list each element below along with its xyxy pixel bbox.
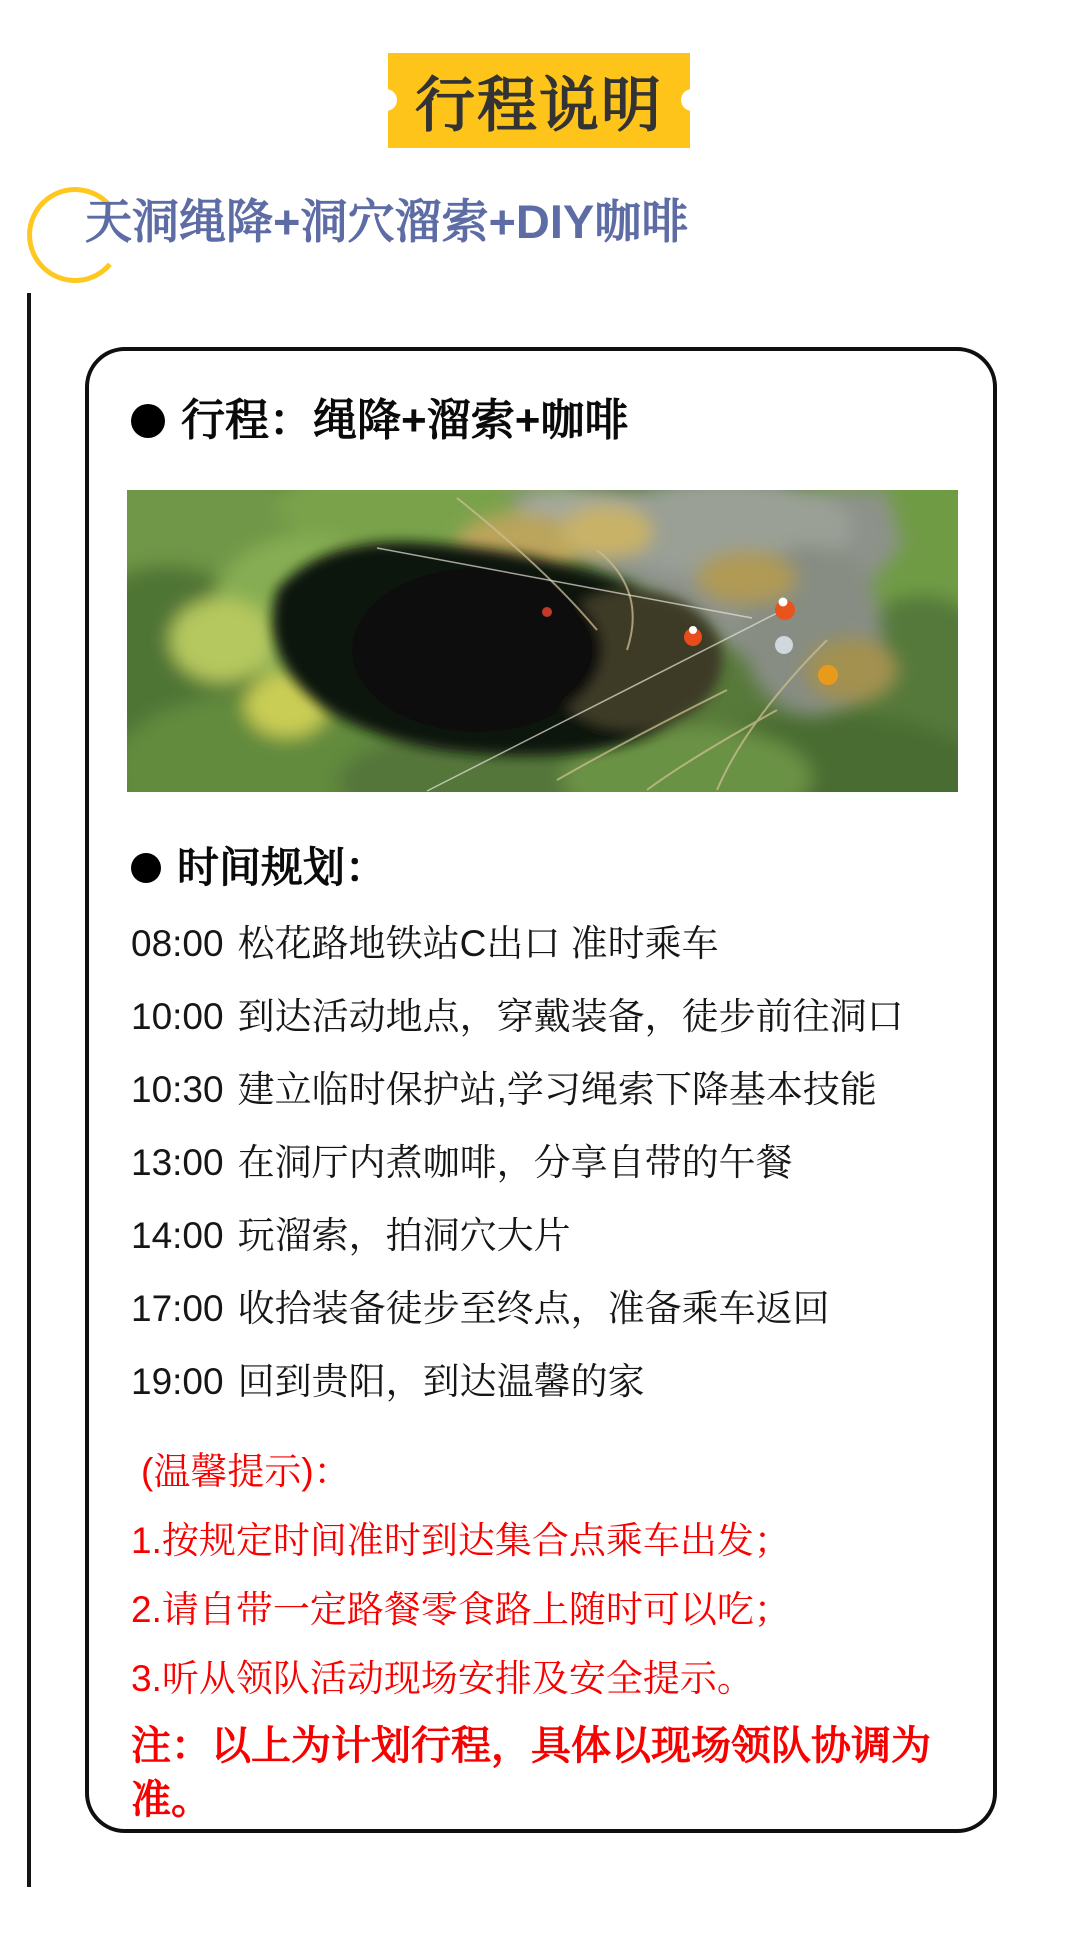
page-title: 行程说明 (415, 71, 663, 139)
tip-item: 1.按规定时间准时到达集合点乘车出发； (131, 1520, 791, 1561)
schedule-item (131, 1272, 951, 1345)
bullet-icon (131, 853, 161, 883)
schedule-text: 玩溜索，拍洞穴大片 (237, 1215, 571, 1256)
schedule-time: 13:00 (131, 1142, 224, 1183)
schedule-text: 回到贵阳，到达温馨的家 (237, 1361, 645, 1402)
tip-item: 3.听从领队活动现场安排及安全提示。 (131, 1658, 754, 1699)
schedule-item (131, 1199, 951, 1272)
itinerary-card (85, 347, 997, 1833)
schedule-text: 松花路地铁站C出口 准时乘车 (237, 923, 719, 964)
badge-notch-right-icon (681, 89, 703, 111)
tip-item: 2.请自带一定路餐零食路上随时可以吃； (131, 1589, 791, 1630)
schedule-time: 14:00 (131, 1215, 224, 1256)
card-title-row (131, 395, 628, 447)
schedule-item (131, 980, 951, 1053)
schedule-list (131, 907, 951, 1418)
schedule-time: 10:00 (131, 996, 224, 1037)
schedule-text: 到达活动地点，穿戴装备，徒步前往洞口 (237, 996, 904, 1037)
header-badge (388, 53, 690, 148)
schedule-time: 19:00 (131, 1361, 224, 1402)
badge-notch-left-icon (375, 89, 397, 111)
tips-heading: (温馨提示)： (141, 1451, 351, 1492)
schedule-heading-row (131, 843, 387, 893)
sinkhole-aerial-photo (127, 490, 958, 792)
schedule-time: 10:30 (131, 1069, 224, 1110)
card-title: 行程：绳降+溜索+咖啡 (181, 396, 629, 445)
trip-subtitle: 天洞绳降+洞穴溜索+DIY咖啡 (85, 195, 689, 248)
schedule-time: 08:00 (131, 923, 224, 964)
schedule-text: 建立临时保护站,学习绳索下降基本技能 (237, 1069, 877, 1110)
schedule-time: 17:00 (131, 1288, 224, 1329)
tips-block (131, 1437, 951, 1713)
schedule-item (131, 1345, 951, 1418)
schedule-text: 在洞厅内煮咖啡，分享自带的午餐 (237, 1142, 793, 1183)
schedule-heading: 时间规划： (177, 844, 388, 891)
bullet-icon (131, 404, 165, 438)
schedule-item (131, 907, 951, 980)
tips-list (131, 1506, 951, 1713)
schedule-item (131, 1053, 951, 1126)
left-rule-line (27, 293, 31, 1887)
schedule-item (131, 1126, 951, 1199)
schedule-text: 收拾装备徒步至终点，准备乘车返回 (237, 1288, 830, 1329)
plan-note: 注：以上为计划行程，具体以现场领队协调为准。 (131, 1724, 931, 1822)
